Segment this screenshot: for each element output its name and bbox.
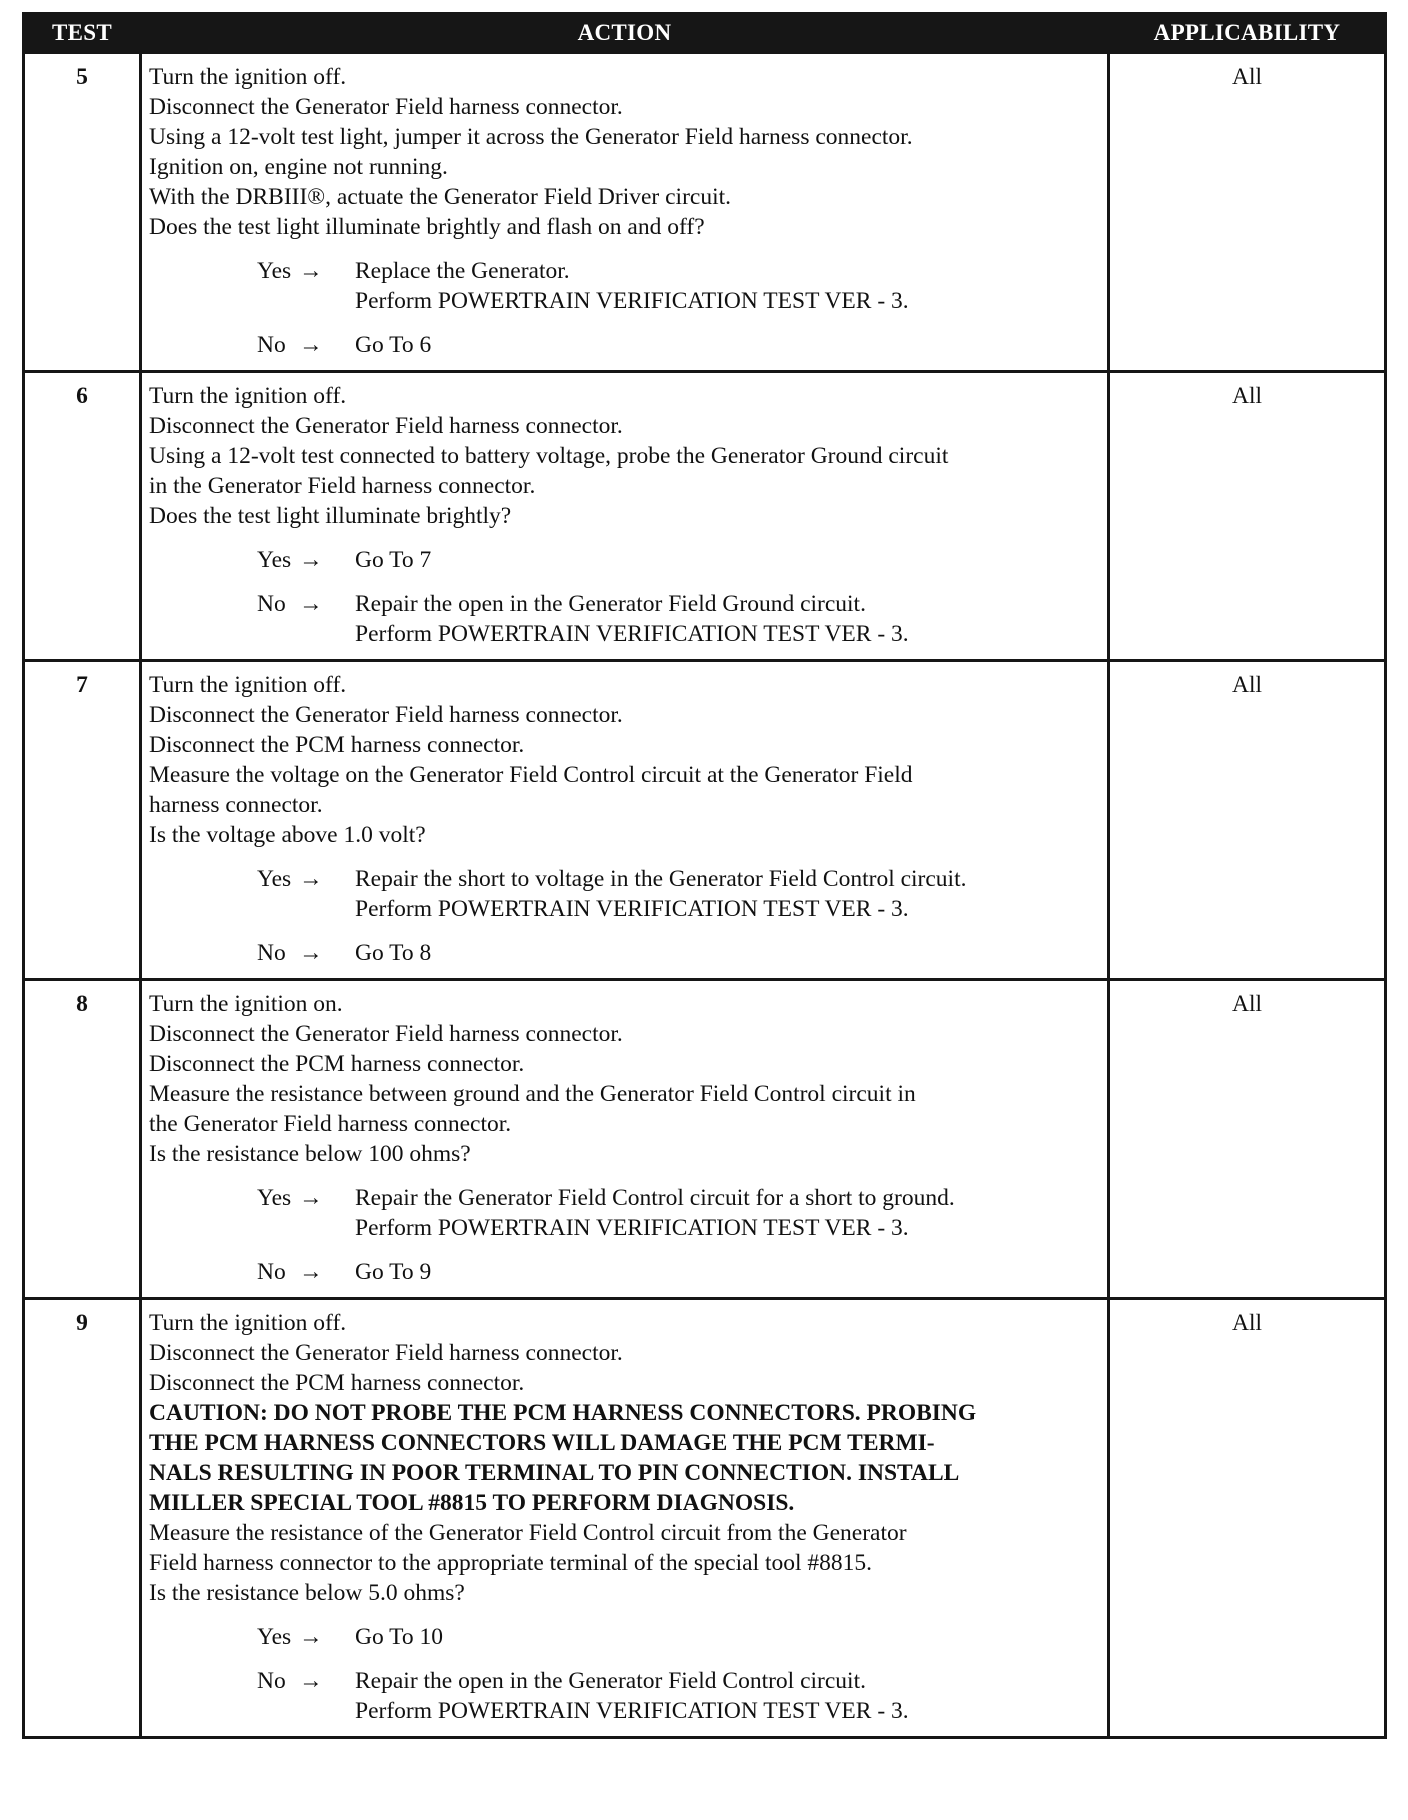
yes-label: Yes <box>257 1185 292 1211</box>
action-step: Disconnect the Generator Field harness connector. <box>149 94 623 120</box>
result-text: Go To 8 <box>355 940 432 966</box>
action-cell <box>141 53 1109 372</box>
table-row <box>24 372 1386 661</box>
result-text: Go To 7 <box>355 547 432 573</box>
result-text: Repair the open in the Generator Field Control circuit. <box>355 1668 866 1694</box>
no-result <box>355 1257 1099 1287</box>
yes-result <box>355 864 1099 924</box>
arrow-icon: → <box>299 1185 323 1211</box>
caution-line: MILLER SPECIAL TOOL #8815 TO PERFORM DIAGNOSIS. <box>149 1490 795 1516</box>
action-step: Is the resistance below 100 ohms? <box>149 1141 471 1167</box>
result-text: Perform POWERTRAIN VERIFICATION TEST VER - 3. <box>355 288 909 314</box>
action-step: Measure the resistance of the Generator Field Control circuit from the Generator <box>149 1520 907 1546</box>
table-row <box>24 53 1386 372</box>
caution-line: THE PCM HARNESS CONNECTORS WILL DAMAGE THE PCM TERMI- <box>149 1430 935 1456</box>
result-text: Perform POWERTRAIN VERIFICATION TEST VER - 3. <box>355 621 909 647</box>
caution-line: CAUTION: DO NOT PROBE THE PCM HARNESS CONNECTORS. PROBING <box>149 1400 977 1426</box>
arrow-icon: → <box>299 1668 323 1694</box>
action-step: Measure the voltage on the Generator Field Control circuit at the Generator Field <box>149 762 913 788</box>
yes-outcome <box>149 545 1099 575</box>
action-step: Disconnect the Generator Field harness connector. <box>149 1021 623 1047</box>
table-row <box>24 980 1386 1299</box>
applicability-cell: All <box>1109 980 1386 1299</box>
no-label: No <box>257 1259 286 1285</box>
diagnostic-page <box>22 12 1384 1739</box>
action-step: Turn the ignition off. <box>149 64 347 90</box>
test-number: 5 <box>24 53 141 372</box>
yes-outcome <box>149 864 1099 924</box>
action-cell <box>141 661 1109 980</box>
no-outcome <box>149 589 1099 649</box>
action-step: Disconnect the Generator Field harness connector. <box>149 1340 623 1366</box>
result-text: Go To 6 <box>355 332 432 358</box>
result-text: Perform POWERTRAIN VERIFICATION TEST VER - 3. <box>355 896 909 922</box>
action-cell <box>141 372 1109 661</box>
yes-result <box>355 1622 1099 1652</box>
action-step: Using a 12-volt test connected to battery voltage, probe the Generator Ground circuit <box>149 443 949 469</box>
action-step: Disconnect the Generator Field harness connector. <box>149 413 623 439</box>
action-step: With the DRBIII®, actuate the Generator Field Driver circuit. <box>149 184 732 210</box>
yes-result <box>355 256 1099 316</box>
header-test: TEST <box>24 14 141 53</box>
result-text: Perform POWERTRAIN VERIFICATION TEST VER - 3. <box>355 1215 909 1241</box>
no-result <box>355 330 1099 360</box>
arrow-icon: → <box>299 1259 323 1285</box>
yes-outcome <box>149 1622 1099 1652</box>
table-body <box>24 53 1386 1738</box>
no-label: No <box>257 332 286 358</box>
yes-result <box>355 1183 1099 1243</box>
action-cell <box>141 980 1109 1299</box>
test-number: 9 <box>24 1299 141 1738</box>
yes-outcome <box>149 1183 1099 1243</box>
yes-label: Yes <box>257 258 292 284</box>
no-result <box>355 589 1099 649</box>
action-step: the Generator Field harness connector. <box>149 1111 512 1137</box>
table-header-row <box>24 14 1386 53</box>
test-number: 6 <box>24 372 141 661</box>
header-action: ACTION <box>141 14 1109 53</box>
test-number: 8 <box>24 980 141 1299</box>
arrow-icon: → <box>299 591 323 617</box>
action-step: Turn the ignition on. <box>149 991 343 1017</box>
arrow-icon: → <box>299 940 323 966</box>
no-label: No <box>257 591 286 617</box>
action-step: Field harness connector to the appropriate terminal of the special tool #8815. <box>149 1550 873 1576</box>
action-step: harness connector. <box>149 792 323 818</box>
yes-label: Yes <box>257 1624 292 1650</box>
caution-line: NALS RESULTING IN POOR TERMINAL TO PIN CONNECTION. INSTALL <box>149 1460 960 1486</box>
action-step: Turn the ignition off. <box>149 383 347 409</box>
no-label: No <box>257 940 286 966</box>
no-outcome <box>149 330 1099 360</box>
action-step: Disconnect the PCM harness connector. <box>149 1051 525 1077</box>
result-text: Replace the Generator. <box>355 258 570 284</box>
yes-outcome <box>149 256 1099 316</box>
table-row <box>24 661 1386 980</box>
arrow-icon: → <box>299 1624 323 1650</box>
no-result <box>355 938 1099 968</box>
arrow-icon: → <box>299 547 323 573</box>
action-step: Is the voltage above 1.0 volt? <box>149 822 426 848</box>
action-step: Disconnect the PCM harness connector. <box>149 732 525 758</box>
action-step: Disconnect the Generator Field harness connector. <box>149 702 623 728</box>
result-text: Repair the open in the Generator Field Ground circuit. <box>355 591 866 617</box>
no-outcome <box>149 938 1099 968</box>
yes-label: Yes <box>257 866 292 892</box>
arrow-icon: → <box>299 866 323 892</box>
result-text: Repair the Generator Field Control circuit for a short to ground. <box>355 1185 955 1211</box>
no-result <box>355 1666 1099 1726</box>
action-step: Does the test light illuminate brightly and flash on and off? <box>149 214 705 240</box>
yes-result <box>355 545 1099 575</box>
result-text: Repair the short to voltage in the Generator Field Control circuit. <box>355 866 967 892</box>
action-cell <box>141 1299 1109 1738</box>
result-text: Go To 10 <box>355 1624 444 1650</box>
applicability-cell: All <box>1109 1299 1386 1738</box>
test-number: 7 <box>24 661 141 980</box>
diagnostic-table <box>22 12 1387 1739</box>
applicability-cell: All <box>1109 372 1386 661</box>
action-step: Does the test light illuminate brightly? <box>149 503 512 529</box>
applicability-cell: All <box>1109 53 1386 372</box>
no-outcome <box>149 1666 1099 1726</box>
no-outcome <box>149 1257 1099 1287</box>
table-row <box>24 1299 1386 1738</box>
no-label: No <box>257 1668 286 1694</box>
action-step: in the Generator Field harness connector. <box>149 473 536 499</box>
applicability-cell: All <box>1109 661 1386 980</box>
action-step: Disconnect the PCM harness connector. <box>149 1370 525 1396</box>
action-step: Ignition on, engine not running. <box>149 154 448 180</box>
yes-label: Yes <box>257 547 292 573</box>
caution-note <box>149 1398 1099 1518</box>
arrow-icon: → <box>299 258 323 284</box>
action-step: Is the resistance below 5.0 ohms? <box>149 1580 465 1606</box>
action-step: Measure the resistance between ground and the Generator Field Control circuit in <box>149 1081 916 1107</box>
result-text: Perform POWERTRAIN VERIFICATION TEST VER - 3. <box>355 1698 909 1724</box>
action-step: Turn the ignition off. <box>149 1310 347 1336</box>
result-text: Go To 9 <box>355 1259 432 1285</box>
action-step: Using a 12-volt test light, jumper it across the Generator Field harness connector. <box>149 124 913 150</box>
action-step: Turn the ignition off. <box>149 672 347 698</box>
arrow-icon: → <box>299 332 323 358</box>
header-applicability: APPLICABILITY <box>1109 14 1386 53</box>
